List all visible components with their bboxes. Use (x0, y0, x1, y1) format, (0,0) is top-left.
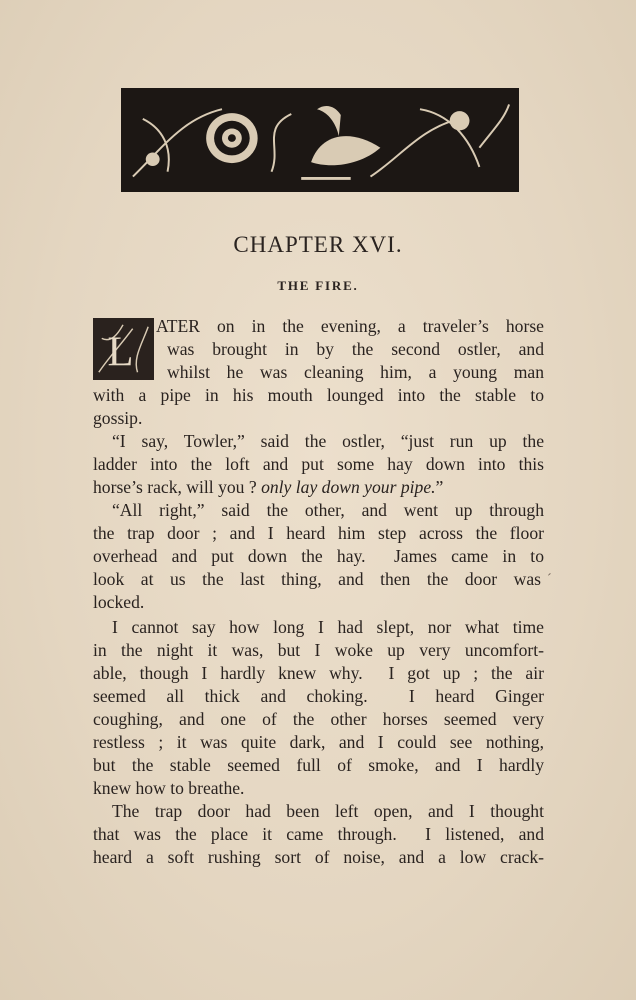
text-line: look at us the last thing, and then the door was (93, 569, 541, 589)
text-line: The trap door had been left open, and I thought (112, 801, 544, 821)
text-line (93, 479, 443, 497)
text-segment: ” (435, 477, 444, 497)
text-line: ATER on in the evening, a traveler’s horse (156, 316, 544, 336)
text-line: “I say, Towler,” said the ostler, “just run up the (112, 431, 544, 451)
text-line: able, though I hardly knew why. I got up ; the air (93, 663, 544, 683)
text-line: coughing, and one of the other horses seemed very (93, 709, 544, 729)
text-line: the trap door ; and I heard him step across the floor (93, 523, 544, 543)
margin-mark: ´ (547, 572, 552, 587)
text-line: whilst he was cleaning him, a young man (167, 362, 544, 382)
chapter-heading: CHAPTER XVI. (233, 232, 403, 257)
text-line: that was the place it came through. I listened, and (93, 824, 544, 844)
text-segment: horse’s rack, will you ? (93, 477, 262, 497)
text-line: gossip. (93, 408, 143, 428)
text-line: knew how to breathe. (93, 778, 245, 798)
text-line: seemed all thick and choking. I heard Ginger (93, 686, 544, 706)
chapter-headpiece-ornament (121, 88, 519, 192)
text-line: was brought in by the second ostler, and (167, 339, 544, 359)
text-line: “All right,” said the other, and went up through (112, 500, 544, 520)
text-line: restless ; it was quite dark, and I could see nothing, (93, 732, 544, 752)
text-line: in the night it was, but I woke up very uncomfort- (93, 640, 544, 660)
text-line: with a pipe in his mouth lounged into the stable to (93, 385, 544, 405)
text-line: ladder into the loft and put some hay down into this (93, 454, 544, 474)
text-line: heard a soft rushing sort of noise, and a low crack- (93, 847, 544, 867)
text-line: I cannot say how long I had slept, nor what time (112, 617, 544, 637)
decorated-initial-l (93, 318, 154, 380)
italic-segment: only lay down your pipe. (261, 477, 436, 497)
dropcap-letter: L (107, 328, 134, 376)
text-line: locked. (93, 592, 145, 612)
text-line: but the stable seemed full of smoke, and I hardly (93, 755, 544, 775)
text-line: overhead and put down the hay. James came in to (93, 546, 544, 566)
chapter-title: THE FIRE. (277, 278, 359, 293)
